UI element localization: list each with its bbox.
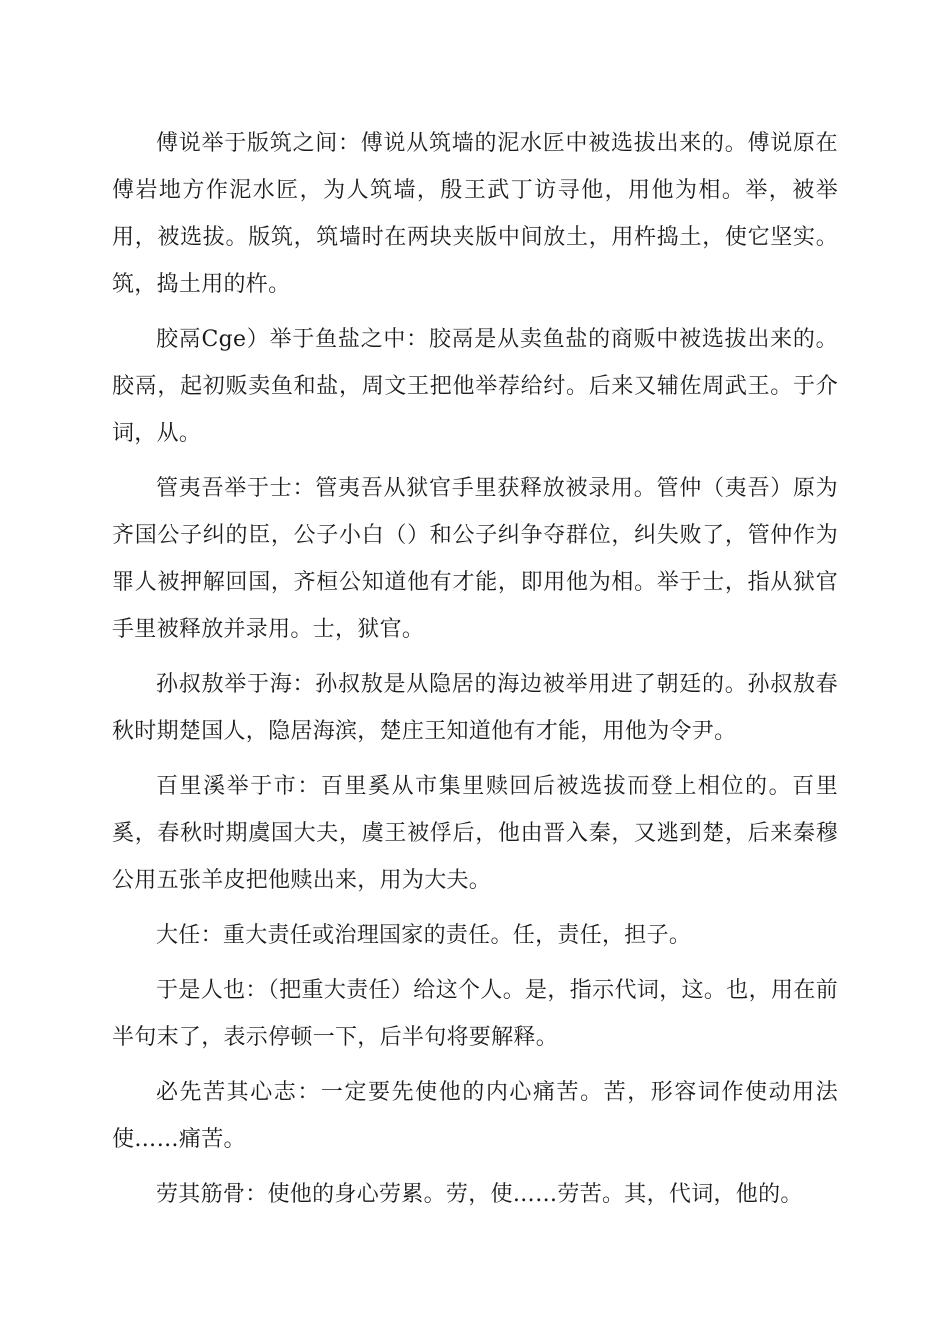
document-page (112, 120, 838, 1226)
paragraph-guan-yiwu: 管夷吾举于士：管夷吾从狱官手里获释放被录用。管仲（夷吾）原为齐国公子纠的臣，公子小白（）和公子纠争夺群位，纠失败了，管仲作为罪人被押解回国，齐桓公知道他有才能，即用他为相。举于士，指从狱官手里被释放并录用。士，狱官。 (112, 476, 838, 642)
paragraph-baili-xi: 百里溪举于市：百里奚从市集里赎回后被选拔而登上相位的。百里奚，春秋时期虞国大夫，虞王被俘后，他由晋入秦，又逃到楚，后来秦穆公用五张羊皮把他赎出来，用为大夫。 (112, 774, 838, 893)
paragraph-sun-shuao: 孙叔敖举于海：孙叔敖是从隐居的海边被举用进了朝廷的。孙叔敖春秋时期楚国人，隐居海滨，楚庄王知道他有才能，用他为令尹。 (112, 672, 838, 744)
paragraph-jiao-ge: 胶鬲Cge）举于鱼盐之中：胶鬲是从卖鱼盐的商贩中被选拔出来的。胶鬲，起初贩卖鱼和盐，周文王把他举荐给纣。后来又辅佐周武王。于介词，从。 (112, 327, 838, 446)
paragraph-ku-qi-xinzhi: 必先苦其心志：一定要先使他的内心痛苦。苦，形容词作使动用法使……痛苦。 (112, 1080, 838, 1152)
paragraph-yu-shi-ren: 于是人也：（把重大责任）给这个人。是，指示代词，这。也，用在前半句末了，表示停顿一下，后半句将要解释。 (112, 978, 838, 1050)
paragraph-fu-yue: 傅说举于版筑之间：傅说从筑墙的泥水匠中被选拔出来的。傅说原在傅岩地方作泥水匠，为人筑墙，殷王武丁访寻他，用他为相。举，被举用，被选拔。版筑，筑墙时在两块夹版中间放土，用杵捣土，使它坚实。筑，捣土用的杵。 (112, 131, 838, 297)
paragraph-da-ren: 大任：重大责任或治理国家的责任。任，责任，担子。 (156, 923, 692, 948)
paragraph-lao-qi-jingu: 劳其筋骨：使他的身心劳累。劳，使……劳苦。其，代词，他的。 (156, 1182, 803, 1207)
